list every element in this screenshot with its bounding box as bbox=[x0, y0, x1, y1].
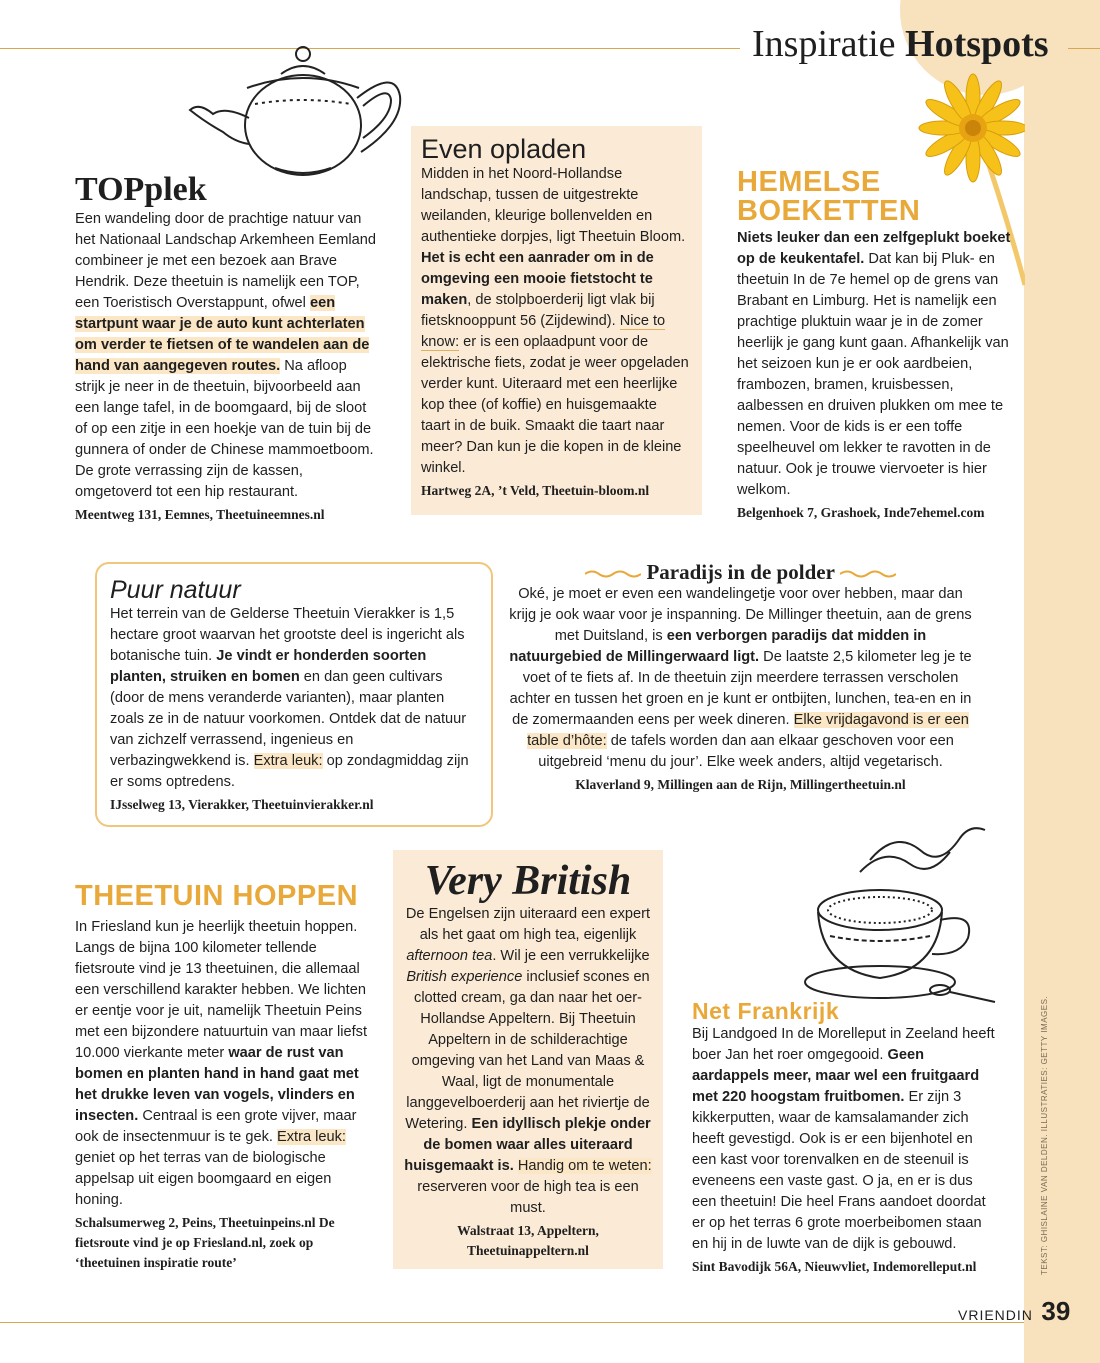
teapot-icon bbox=[185, 40, 410, 190]
topplek-title: TOPplek bbox=[75, 171, 207, 208]
hoppen-text-2: Centraal is een grote vijver, maar ook de insectenmuur is te gek. bbox=[75, 1108, 357, 1145]
opladen-text-3: er is een oplaadpunt voor de elektrische fiets, zodat je weer opgeladen verder kunt. Uiteraard met een heerlijke kop thee (of koffie) en huisgemaakte taart in de buik. Smaakt die taart naar meer? Dan kun je die kopen in de kleine winkel. bbox=[421, 334, 689, 476]
paradijs-address: Klaverland 9, Millingen aan de Rijn, Millingertheetuin.nl bbox=[575, 777, 906, 792]
opladen-title: Even opladen bbox=[421, 134, 587, 164]
puur-address: IJsselweg 13, Vierakker, Theetuinvierakker.nl bbox=[110, 797, 374, 812]
british-italic: afternoon tea bbox=[406, 948, 493, 964]
topplek-text-2: Na afloop strijk je neer in de theetuin, bijvoorbeeld aan een lange tafel, in de boomgaard, bij de sloot of op een zitje in een hoekje van de tuin bij de gunnera of onder de Chinese mammoetboom. De grote verrassing zijn de kassen, omgetoverd tot een hip restaurant. bbox=[75, 358, 374, 500]
frankrijk-title: Net Frankrijk bbox=[692, 998, 840, 1024]
puur-text: Het terrein van de Gelderse Theetuin Vierakker is 1,5 hectare groot waarvan het grootste deel is ingericht als botanische tuin. bbox=[110, 606, 465, 664]
article-paradijs bbox=[508, 560, 973, 795]
puur-title: Puur natuur bbox=[110, 576, 241, 604]
opladen-text-2: , de stolpboerderij ligt vlak bij fietsknooppunt 56 (Zijdewind). bbox=[421, 292, 655, 329]
british-text-3: inclusief scones en clotted cream, ga dan naar het oer-Hollandse Appeltern. Bij Theetuin Appeltern in de schilderachtige omgeving van het Land van Maas & Waal, ligt de monumentale langgevelboerderij aan het riviertje de Wetering. bbox=[405, 969, 650, 1132]
hemelse-text: Dat kan bij Pluk- en theetuin In de 7e hemel op de grens van Brabant en Limburg. Het is namelijk een prachtige pluktuin waar je in de zomer heerlijk je gang kunt gaan. Afhankelijk van het seizoen kun je er ook aardbeien, frambozen, bramen, kruisbessen, aalbessen en druiven plukken om mee te nemen. Voor de kids is er een toffe speelheuvel om lekker te ravotten in de natuur. Ook je trouwe viervoeter is hier welkom. bbox=[737, 251, 1009, 498]
teacup-icon bbox=[800, 820, 1005, 1015]
british-bold: Een idyllisch plekje onder de bomen waar alles uiteraard huisgemaakt is. bbox=[404, 1116, 651, 1174]
top-rule-right bbox=[1068, 48, 1100, 49]
opladen-text: Midden in het Noord-Hollandse landschap, tussen de uitgestrekte weilanden, kleurige bollenvelden en authentieke dorpjes, ligt Theetuin Bloom. bbox=[421, 166, 686, 245]
opladen-address: Hartweg 2A, ’t Veld, Theetuin-bloom.nl bbox=[421, 483, 650, 498]
puur-text-2: en dan geen cultivars (door de mens veranderde varianten), maar planten zoals ze in de natuur voorkomen. Ontdek dat de natuur van zichzelf verrassend, ingenieus en verbazingwekkend is. bbox=[110, 669, 467, 769]
article-british bbox=[393, 850, 663, 1269]
image-credit: TEKST: GHISLAINE VAN DELDEN. ILLUSTRATIES: GETTY IMAGES. bbox=[1040, 995, 1049, 1275]
british-body bbox=[400, 904, 656, 1219]
paradijs-bold: een verborgen paradijs dat midden in natuurgebied de Millingerwaard ligt. bbox=[509, 628, 927, 665]
topplek-body bbox=[75, 209, 380, 503]
hemelse-address: Belgenhoek 7, Grashoek, Inde7ehemel.com bbox=[737, 505, 985, 520]
paradijs-text-2: De laatste 2,5 kilometer leg je te voet of te fiets af. In de theetuin zijn meerdere terrassen verscholen achter en tussen het groen en je kunt er ontbijten, lunchen, tea-en en in de zomermaanden eens per week dineren. bbox=[509, 649, 972, 728]
british-italic-2: British experience bbox=[406, 969, 523, 985]
hoppen-address: Schalsumerweg 2, Peins, Theetuinpeins.nl De fietsroute vind je op Friesland.nl, zoek op ‘theetuinen inspiratie route’ bbox=[75, 1215, 335, 1270]
frankrijk-text: Bij Landgoed In de Morelleput in Zeeland heeft boer Jan het roer omgegooid. bbox=[692, 1026, 995, 1063]
bottom-rule bbox=[0, 1322, 1024, 1323]
british-text: De Engelsen zijn uiteraard een expert als het gaat om high tea, eigenlijk bbox=[405, 906, 651, 943]
hemelse-body bbox=[737, 228, 1012, 501]
hoppen-tip-label: Extra leuk: bbox=[277, 1129, 346, 1145]
article-puur-natuur bbox=[95, 562, 493, 827]
british-tip-label: Handig om te weten: bbox=[517, 1158, 652, 1174]
page-footer bbox=[958, 1296, 1070, 1327]
frankrijk-bold: Geen aardappels meer, maar wel een fruitgaard met 220 hoogstam fruitbomen. bbox=[692, 1047, 980, 1105]
hoppen-body bbox=[75, 917, 375, 1211]
puur-bold: Je vindt er honderden soorten planten, struiken en bomen bbox=[110, 648, 427, 685]
article-hemelse bbox=[737, 168, 1012, 523]
article-frankrijk bbox=[692, 998, 997, 1277]
topplek-highlight: een startpunt waar je de auto kunt achterlaten om verder te fietsen of te wandelen aan de hand van aangegeven routes. bbox=[75, 295, 370, 374]
puur-text-3: op zondagmiddag zijn er soms optredens. bbox=[110, 753, 469, 790]
section-name: Inspiratie bbox=[752, 23, 896, 65]
opladen-tip-label: Nice to know: bbox=[421, 313, 666, 350]
wave-ornament-left bbox=[585, 569, 641, 579]
british-text-4: reserveren voor de high tea is een must. bbox=[417, 1179, 639, 1216]
british-text-2: . Wil je een verrukkelijke bbox=[492, 948, 650, 964]
puur-body bbox=[110, 604, 478, 793]
opladen-bold: Het is echt een aanrader om in de omgeving een mooie fietstocht te maken bbox=[421, 250, 654, 308]
frankrijk-body bbox=[692, 1024, 997, 1255]
british-address: Walstraat 13, Appeltern, Theetuinappeltern.nl bbox=[457, 1223, 599, 1258]
paradijs-heading bbox=[508, 560, 973, 584]
paradijs-text-3: de tafels worden dan aan elkaar geschoven voor een uitgebreid ‘menu du jour’. Elke week anders, altijd vegetarisch. bbox=[538, 733, 954, 770]
frankrijk-text-2: Er zijn 3 kikkerputten, waar de kamsalamander zich heeft gevestigd. Ook is er een bijenhotel en een kast voor torenvalken en de steenuil is eveneens een vaste gast. O ja, en er is dus een theetuin! Die heel Frans aandoet doordat er op het terras 6 grote moerbeibomen staan en hij in de luwte van de dijk is gebouwd. bbox=[692, 1089, 986, 1252]
hemelse-title: HEMELSE BOEKETTEN bbox=[737, 166, 921, 227]
opladen-body bbox=[421, 164, 689, 479]
hoppen-text-3: geniet op het terras van de biologische appelsap uit eigen boomgaard en eigen honing. bbox=[75, 1150, 332, 1208]
wave-ornament-right bbox=[840, 569, 896, 579]
hemelse-bold: Niets leuker dan een zelfgeplukt boeket op de keukentafel. bbox=[737, 230, 1011, 267]
hoppen-title: THEETUIN HOPPEN bbox=[75, 880, 359, 912]
page-number: 39 bbox=[1041, 1296, 1071, 1326]
frankrijk-address: Sint Bavodijk 56A, Nieuwvliet, Indemorelleput.nl bbox=[692, 1259, 977, 1274]
paradijs-title: Paradijs in de polder bbox=[646, 560, 835, 584]
topplek-text: Een wandeling door de prachtige natuur van het Nationaal Landschap Arkemheen Eemland combineer je met een bezoek aan Brave Hendrik. Deze theetuin is namelijk een TOP, een Toeristisch Overstappunt, ofwel bbox=[75, 211, 376, 311]
article-opladen bbox=[411, 126, 702, 515]
hoppen-text: In Friesland kun je heerlijk theetuin hoppen. Langs de bijna 100 kilometer tellende fietsroute vind je 13 theetuinen, die allemaal een verschillend karakter hebben. We lichten er eentje voor je uit, namelijk Theetuin Peins met een bijzondere natuurtuin van maar liefst 10.000 vierkante meter bbox=[75, 919, 368, 1061]
paradijs-text: Oké, je moet er even een wandelingetje voor over hebben, maar dan krijg je ook waar voor je inspanning. De Millinger theetuin, aan de grens met Duitsland, is bbox=[509, 586, 972, 644]
magazine-name: VRIENDIN bbox=[958, 1307, 1033, 1323]
paradijs-highlight: Elke vrijdagavond is er een table d’hôte: bbox=[527, 712, 969, 749]
section-title: Hotspots bbox=[905, 23, 1049, 65]
hoppen-bold: waar de rust van bomen en planten hand in hand gaat met het drukke leven van vogels, vlinders en insecten. bbox=[75, 1045, 359, 1124]
british-title: Very British bbox=[424, 858, 632, 904]
article-topplek bbox=[75, 171, 380, 525]
puur-tip-label: Extra leuk: bbox=[253, 753, 323, 769]
paradijs-body bbox=[508, 584, 973, 773]
side-color-band bbox=[1024, 0, 1100, 1363]
article-hoppen bbox=[75, 882, 375, 1273]
topplek-address: Meentweg 131, Eemnes, Theetuineemnes.nl bbox=[75, 507, 325, 522]
